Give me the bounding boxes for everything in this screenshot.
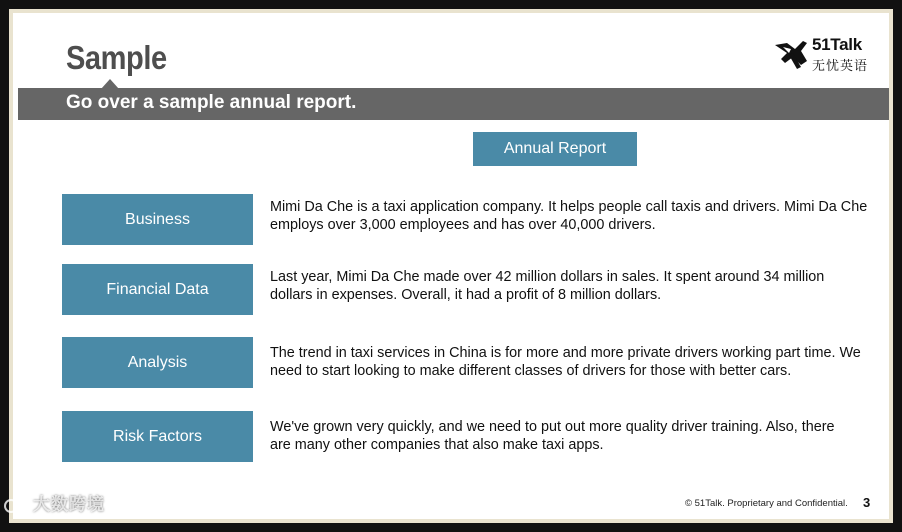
slide-title: Sample: [66, 39, 167, 76]
row-label-analysis: Analysis: [62, 337, 253, 388]
watermark: [4, 490, 105, 516]
row-text-business: Mimi Da Che is a taxi application company. It helps people call taxis and drivers. Mimi Da Che employs over 3,000 employees and has over 40,000 drivers.: [270, 199, 868, 233]
bird-logo-icon: [773, 35, 811, 73]
annual-report-header: Annual Report: [473, 132, 637, 166]
row-label-financial-data: Financial Data: [62, 264, 253, 315]
row-text-risk-factors: We've grown very quickly, and we need to put out more quality driver training. Also, there are many other companies that also make taxi apps.: [270, 419, 835, 453]
row-text-financial-data: Last year, Mimi Da Che made over 42 million dollars in sales. It spent around 34 million dollars in expenses. Overall, it had a profit of 8 million dollars.: [270, 269, 825, 303]
row-label-business: Business: [62, 194, 253, 245]
footer-copyright: © 51Talk. Proprietary and Confidential.: [685, 498, 848, 509]
logo-subtitle: 无忧英语: [812, 58, 869, 73]
banner-text: Go over a sample annual report.: [66, 92, 357, 113]
slide: [13, 13, 889, 519]
watermark-text: 大数跨境: [33, 495, 105, 514]
logo-brand: 51Talk: [812, 35, 862, 54]
row-label-risk-factors: Risk Factors: [62, 411, 253, 462]
logo: [773, 35, 883, 75]
banner: [18, 88, 889, 120]
watermark-logo-icon: [4, 496, 30, 516]
row-text-analysis: The trend in taxi services in China is for more and more private drivers working part time. We need to start looking to make different classes of drivers for those with better cars.: [270, 345, 861, 379]
page-number: 3: [863, 495, 871, 510]
